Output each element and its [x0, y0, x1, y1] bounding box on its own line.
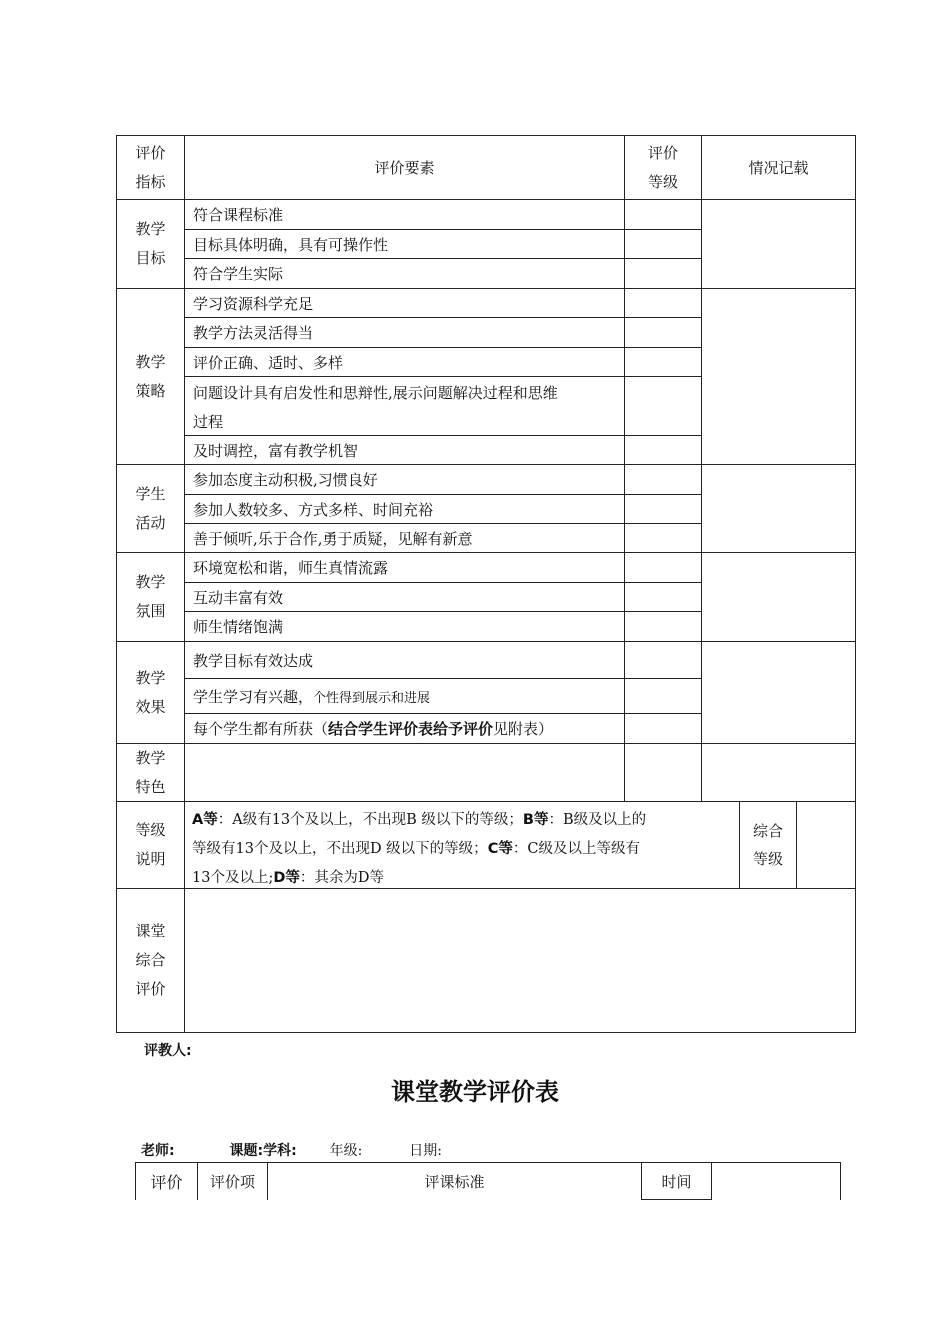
table2-header-eval: 评价	[150, 1172, 183, 1192]
info-line	[141, 1140, 442, 1160]
list-item: 符合课程标准	[193, 206, 284, 224]
group-label-teaching-goal: 教学 目标	[135, 220, 166, 267]
table2-header-item: 评价项	[209, 1172, 255, 1191]
group-label-atmosphere: 教学 氛围	[135, 573, 166, 620]
list-item: 参加态度主动积极,习惯良好	[193, 471, 378, 489]
list-item: 师生情绪饱满	[193, 618, 284, 636]
list-item: 环境宽松和谐，师生真情流露	[193, 559, 389, 577]
list-item: 互动丰富有效	[193, 588, 284, 607]
grade-label: 年级:	[329, 1143, 363, 1159]
list-item: 教学目标有效达成	[193, 651, 314, 670]
table2-header-standard: 评课标准	[424, 1172, 485, 1191]
grade-explain-text: A等：A级有13个及以上，不出现B 级以下的等级；B等：B级及以上的 等级有13个及以上，不出现D 级以下的等级；C等：C级及以上等级有 13个及以上;D等：其余为D等	[192, 812, 647, 886]
teacher-label: 老师:	[141, 1143, 175, 1159]
overall-eval-label: 课堂 综合 评价	[135, 922, 166, 998]
list-item: 每个学生都有所获（ 结合学生评价表给予评价 见附表）	[193, 720, 554, 738]
header-indicator: 评价 指标	[135, 143, 166, 191]
group-label-student-activity: 学生 活动	[135, 484, 166, 532]
header-grade: 评价 等级	[647, 143, 678, 191]
group-label-features: 教学 特色	[135, 748, 166, 796]
list-item: 问题设计具有启发性和思辩性,展示问题解决过程和思维	[193, 384, 558, 402]
topic-label: 课题:学科:	[229, 1143, 297, 1159]
header-elements: 评价要素	[374, 159, 435, 177]
list-item: 符合学生实际	[193, 265, 284, 283]
date-label: 日期:	[409, 1143, 442, 1159]
list-item-continued: 过程	[193, 413, 224, 431]
list-item: 参加人数较多、方式多样、时间充裕	[193, 500, 434, 519]
list-item: 评价正确、适时、多样	[193, 353, 344, 372]
grade-explain-label: 等级 说明	[135, 821, 166, 868]
table2-header-time: 时间	[661, 1172, 692, 1191]
header-record: 情况记载	[748, 159, 809, 177]
overall-grade-label: 综合 等级	[752, 822, 783, 868]
group-label-effect: 教学 效果	[135, 668, 166, 716]
list-item: 善于倾听,乐于合作,勇于质疑，见解有新意	[193, 529, 473, 548]
evaluator-label: 评教人:	[144, 1043, 192, 1059]
group-label-teaching-strategy: 教学 策略	[135, 352, 166, 400]
list-item: 教学方法灵活得当	[193, 324, 314, 342]
list-item: 学生学习有兴趣， 个性得到展示和进展	[193, 687, 431, 706]
list-item: 及时调控，富有教学机智	[193, 441, 359, 460]
list-item: 目标具体明确，具有可操作性	[193, 235, 389, 254]
list-item: 学习资源科学充足	[193, 294, 314, 313]
page-title: 课堂教学评价表	[391, 1078, 559, 1106]
